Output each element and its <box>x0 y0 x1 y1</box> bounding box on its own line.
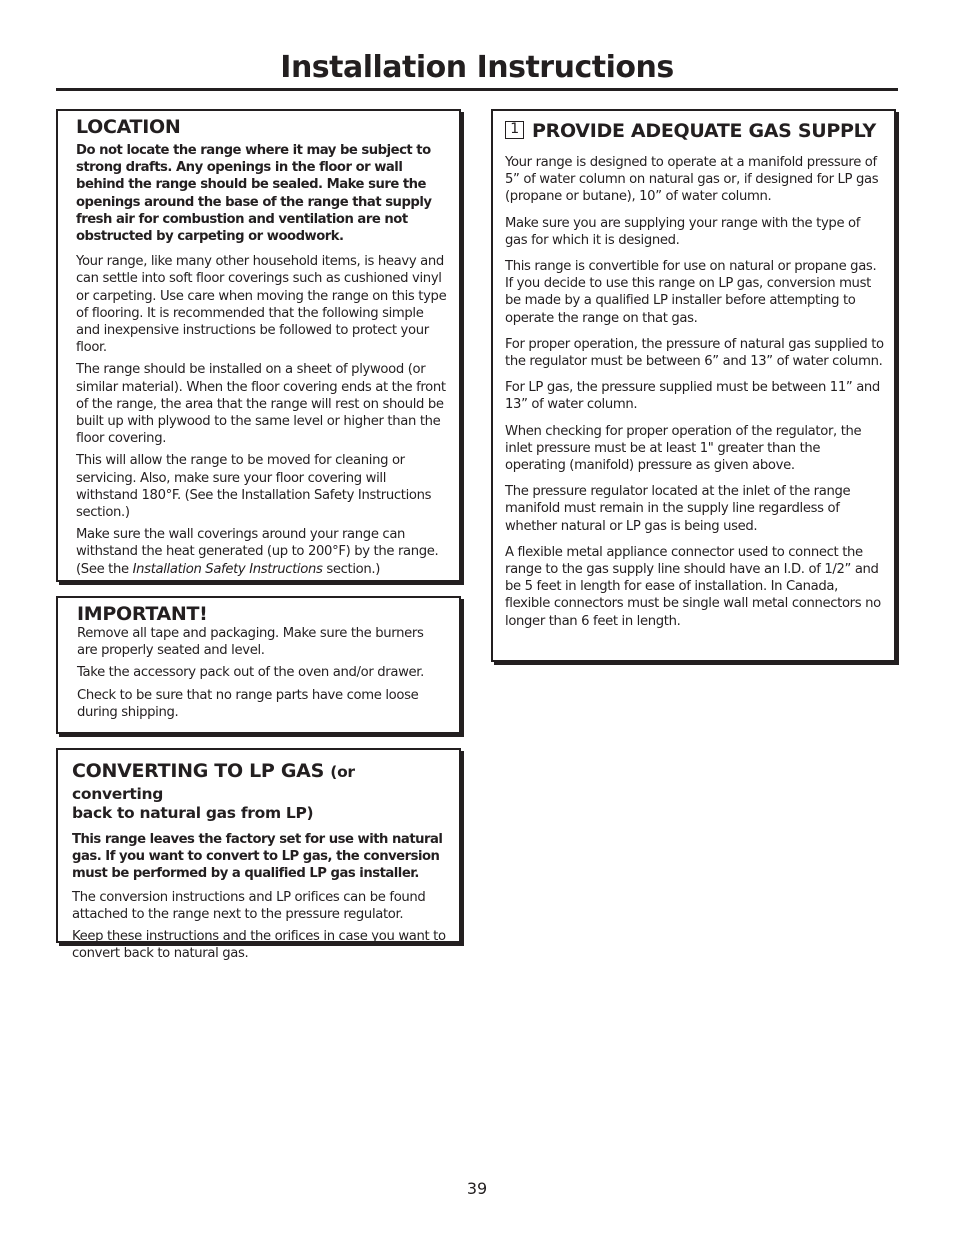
gas-supply-paragraph-1: Your range is designed to operate at a manifold pressure of 5” of water column on natural gas or, if designed for LP gas (propane or butane), 10” of water column. <box>505 155 879 205</box>
important-section <box>56 596 461 734</box>
location-paragraph-4-end: section.) <box>322 561 381 577</box>
location-paragraph-4-text: Make sure the wall coverings around your range can withstand the heat generated (up to 200°F) by the range. (See the <box>76 527 439 577</box>
gas-supply-section <box>491 109 896 662</box>
page-title: Installation Instructions <box>280 50 674 85</box>
converting-heading-text: CONVERTING TO LP GAS <box>72 760 324 782</box>
converting-subheading-1: (or converting <box>72 763 355 803</box>
gas-supply-paragraph-8: A flexible metal appliance connector used to connect the range to the gas supply line should have an I.D. of 1/2” and be 5 feet in length for ease of installation. In Canada, flexible connectors must be single wall metal connectors no longer than 6 feet in length. <box>505 544 881 629</box>
important-paragraph-2: Take the accessory pack out of the oven and/or drawer. <box>77 665 424 681</box>
location-heading: LOCATION <box>76 116 181 138</box>
gas-supply-paragraph-5: For LP gas, the pressure supplied must be between 11” and 13” of water column. <box>505 380 880 413</box>
location-paragraph-4 <box>76 526 447 578</box>
converting-paragraph-1: The conversion instructions and LP orifices can be found attached to the range next to the pressure regulator. <box>72 889 426 922</box>
title-rule <box>56 88 898 91</box>
gas-supply-heading <box>505 120 884 142</box>
converting-subheading-2: back to natural gas from LP) <box>72 804 314 822</box>
gas-supply-paragraph-7: The pressure regulator located at the inlet of the range manifold must remain in the supply line regardless of whether natural or LP gas is being used. <box>505 484 851 534</box>
converting-paragraph-2: Keep these instructions and the orifices in case you want to convert back to natural gas. <box>72 929 446 962</box>
gas-supply-paragraph-2: Make sure you are supplying your range with the type of gas for which it is designed. <box>505 215 861 248</box>
safety-instructions-reference: Installation Safety Instructions <box>132 561 323 577</box>
important-paragraph-3: Check to be sure that no range parts have come loose during shipping. <box>77 687 419 720</box>
converting-section <box>56 748 461 962</box>
step-number-badge: 1 <box>505 121 524 139</box>
location-paragraph-1: Your range, like many other household items, is heavy and can settle into soft floor coverings such as cushioned vinyl or carpeting. Use care when moving the range on this type of flooring. It is recommended that the following simple and inexpensive instructions be followed to protect your floor. <box>76 254 447 356</box>
location-warning: Do not locate the range where it may be subject to strong drafts. Any openings in the floor or wall behind the range should be sealed. Make sure the openings around the base of the range that supply fresh air for combustion and ventilation are not obstructed by carpeting or woodwork. <box>76 143 432 245</box>
converting-warning: This range leaves the factory set for use with natural gas. If you want to convert to LP gas, the conversion must be performed by a qualified LP gas installer. <box>72 832 443 882</box>
gas-supply-paragraph-4: For proper operation, the pressure of natural gas supplied to the regulator must be between 6” and 13” of water column. <box>505 336 884 370</box>
gas-supply-paragraph-6: When checking for proper operation of the regulator, the inlet pressure must be at least 1" greater than the operating (manifold) pressure as given above. <box>505 423 862 474</box>
location-paragraph-2: The range should be installed on a sheet of plywood (or similar material). When the floor covering ends at the front of the range, the area that the range will rest on should be built up with plywood to the same level or higher than the floor covering. <box>76 362 446 447</box>
gas-supply-paragraph-3: This range is convertible for use on natural or propane gas. If you decide to use this range on LP gas, conversion must be made by a qualified LP installer before attempting to operate the range on that gas. <box>505 259 877 326</box>
converting-heading <box>72 760 449 804</box>
location-section <box>56 109 461 582</box>
important-paragraph-1: Remove all tape and packaging. Make sure the burners are properly seated and level. <box>77 626 424 659</box>
location-paragraph-3: This will allow the range to be moved for cleaning or servicing. Also, make sure your floor covering will withstand 180°F. (See the Installation Safety Instructions section.) <box>76 453 432 521</box>
gas-supply-heading-text: PROVIDE ADEQUATE GAS SUPPLY <box>532 120 876 142</box>
important-heading: IMPORTANT! <box>77 603 208 625</box>
page-number: 39 <box>466 1179 488 1198</box>
